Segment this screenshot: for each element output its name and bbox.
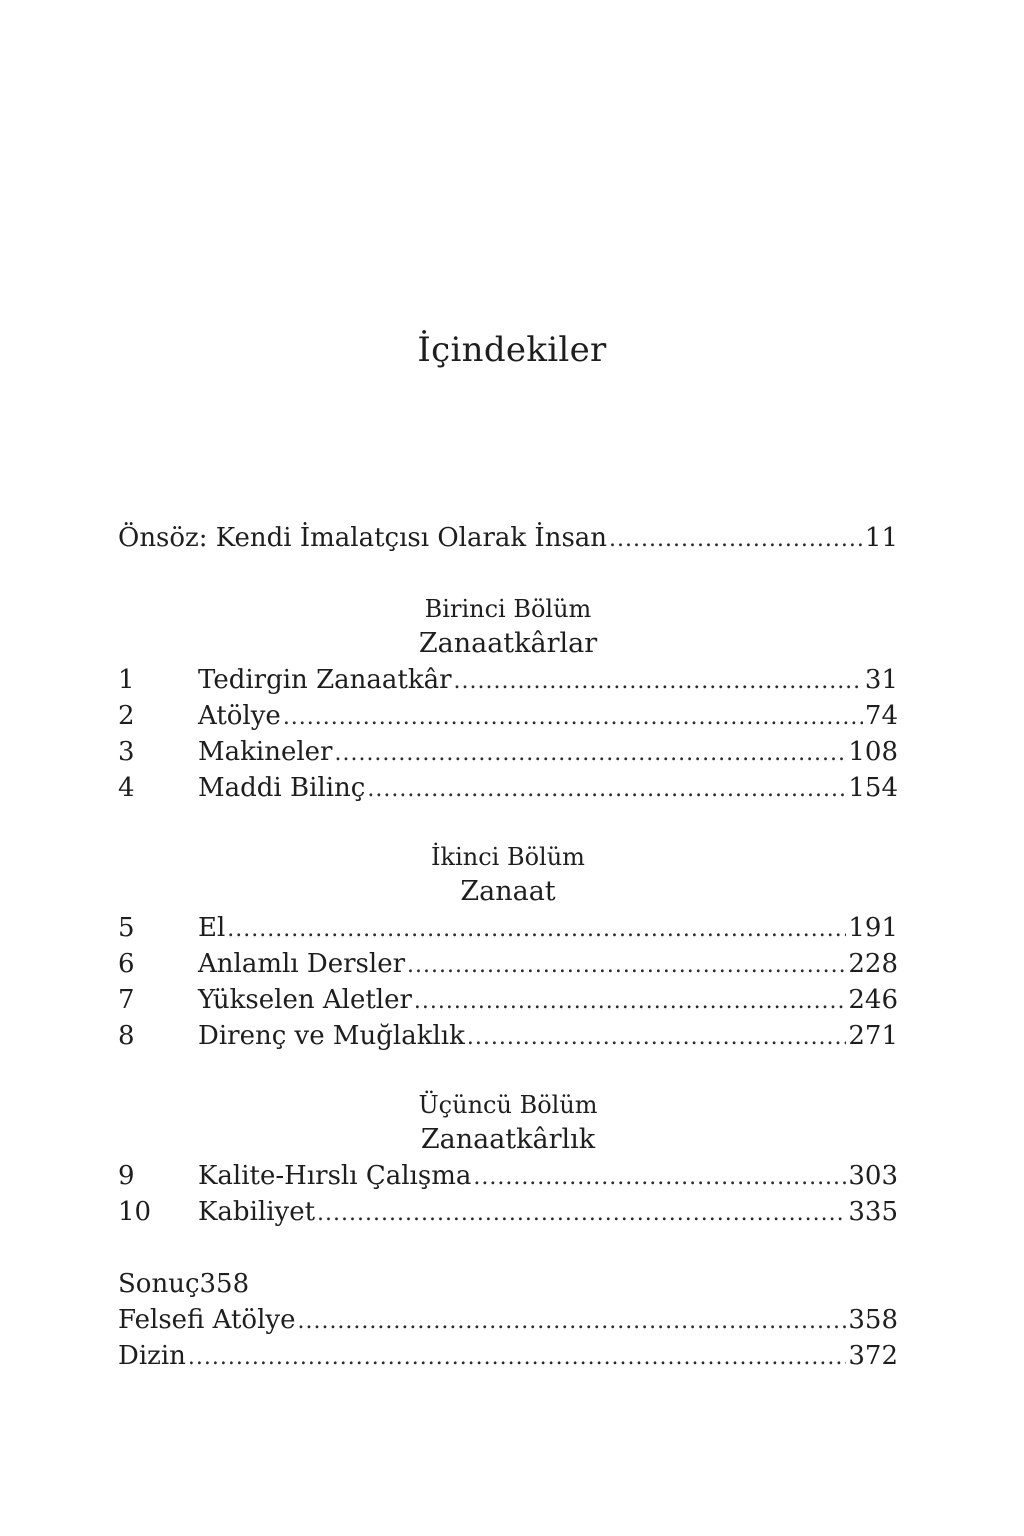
leader-dots <box>367 772 846 808</box>
toc-entry-page: 303 <box>848 1161 898 1191</box>
toc-entry-page: 358 <box>848 1305 898 1335</box>
toc-entry-label: Anlamlı Dersler <box>198 949 406 979</box>
part-label: İkinci Bölüm <box>431 843 585 871</box>
toc-entry <box>118 946 898 982</box>
toc-entry-preface <box>118 520 898 556</box>
toc-entry-page: 31 <box>864 665 898 695</box>
toc-entry-label: Direnç ve Muğlaklık <box>198 1021 465 1051</box>
chapter-number: 9 <box>118 1161 135 1191</box>
leader-dots <box>407 948 846 984</box>
toc-entry-label: Makineler <box>198 737 333 767</box>
page-title: İçindekiler <box>417 330 607 370</box>
chapter-number: 7 <box>118 985 135 1015</box>
toc-entry <box>118 982 898 1018</box>
chapter-number: 1 <box>118 665 135 695</box>
toc-entry-label: Felsefi Atölye <box>118 1305 296 1335</box>
toc-entry <box>118 770 898 806</box>
chapter-number: 4 <box>118 773 135 803</box>
part-title: Zanaat <box>460 876 556 907</box>
toc-entry-conclusion: Sonuç358 <box>118 1269 250 1299</box>
toc-entry <box>118 1158 898 1194</box>
toc-entry <box>118 698 898 734</box>
toc-entry <box>118 910 898 946</box>
toc-entry-label: Yükselen Aletler <box>198 985 412 1015</box>
chapter-number: 10 <box>118 1197 152 1227</box>
toc-entry <box>118 1018 898 1054</box>
leader-dots <box>317 1196 846 1232</box>
toc-entry-page: 11 <box>864 523 898 553</box>
leader-dots <box>334 736 846 772</box>
toc-entry-label: Kalite-Hırslı Çalışma <box>198 1161 472 1191</box>
part-label: Üçüncü Bölüm <box>418 1091 598 1119</box>
part-title: Zanaatkârlık <box>420 1124 596 1155</box>
toc-entry-label: Kabiliyet <box>198 1197 316 1227</box>
leader-dots <box>467 1020 847 1056</box>
toc-entry <box>118 1194 898 1230</box>
leader-dots <box>283 700 863 736</box>
chapter-number: 2 <box>118 701 135 731</box>
chapter-number: 3 <box>118 737 135 767</box>
leader-dots <box>227 912 846 948</box>
toc-entry-label: Dizin <box>118 1341 186 1371</box>
toc-entry-page: 246 <box>848 985 898 1015</box>
table-of-contents <box>118 520 898 1374</box>
chapter-number: 8 <box>118 1021 135 1051</box>
toc-entry-page: 372 <box>848 1341 898 1371</box>
toc-entry-page: 335 <box>848 1197 898 1227</box>
chapter-number: 6 <box>118 949 135 979</box>
toc-entry-page: 154 <box>848 773 898 803</box>
toc-entry <box>118 1302 898 1338</box>
leader-dots <box>414 984 846 1020</box>
toc-entry-page: 74 <box>864 701 898 731</box>
toc-entry-label: El <box>198 913 226 943</box>
toc-entry <box>118 734 898 770</box>
chapter-number: 5 <box>118 913 135 943</box>
toc-entry-label: Maddi Bilinç <box>198 773 366 803</box>
toc-entry-label: Tedirgin Zanaatkâr <box>198 665 452 695</box>
toc-entry-page: 271 <box>848 1021 898 1051</box>
leader-dots <box>297 1304 846 1340</box>
toc-entry-page: 108 <box>848 737 898 767</box>
toc-entry-label: Atölye <box>198 701 281 731</box>
toc-entry <box>118 1338 898 1374</box>
leader-dots <box>473 1160 846 1196</box>
part-title: Zanaatkârlar <box>418 628 598 659</box>
toc-entry-page: 191 <box>848 913 898 943</box>
toc-entry-label: Önsöz: Kendi İmalatçısı Olarak İnsan <box>118 523 608 553</box>
leader-dots <box>454 664 863 700</box>
leader-dots <box>609 522 863 558</box>
toc-entry <box>118 662 898 698</box>
leader-dots <box>188 1340 846 1376</box>
toc-entry-page: 228 <box>848 949 898 979</box>
part-label: Birinci Bölüm <box>424 595 592 623</box>
